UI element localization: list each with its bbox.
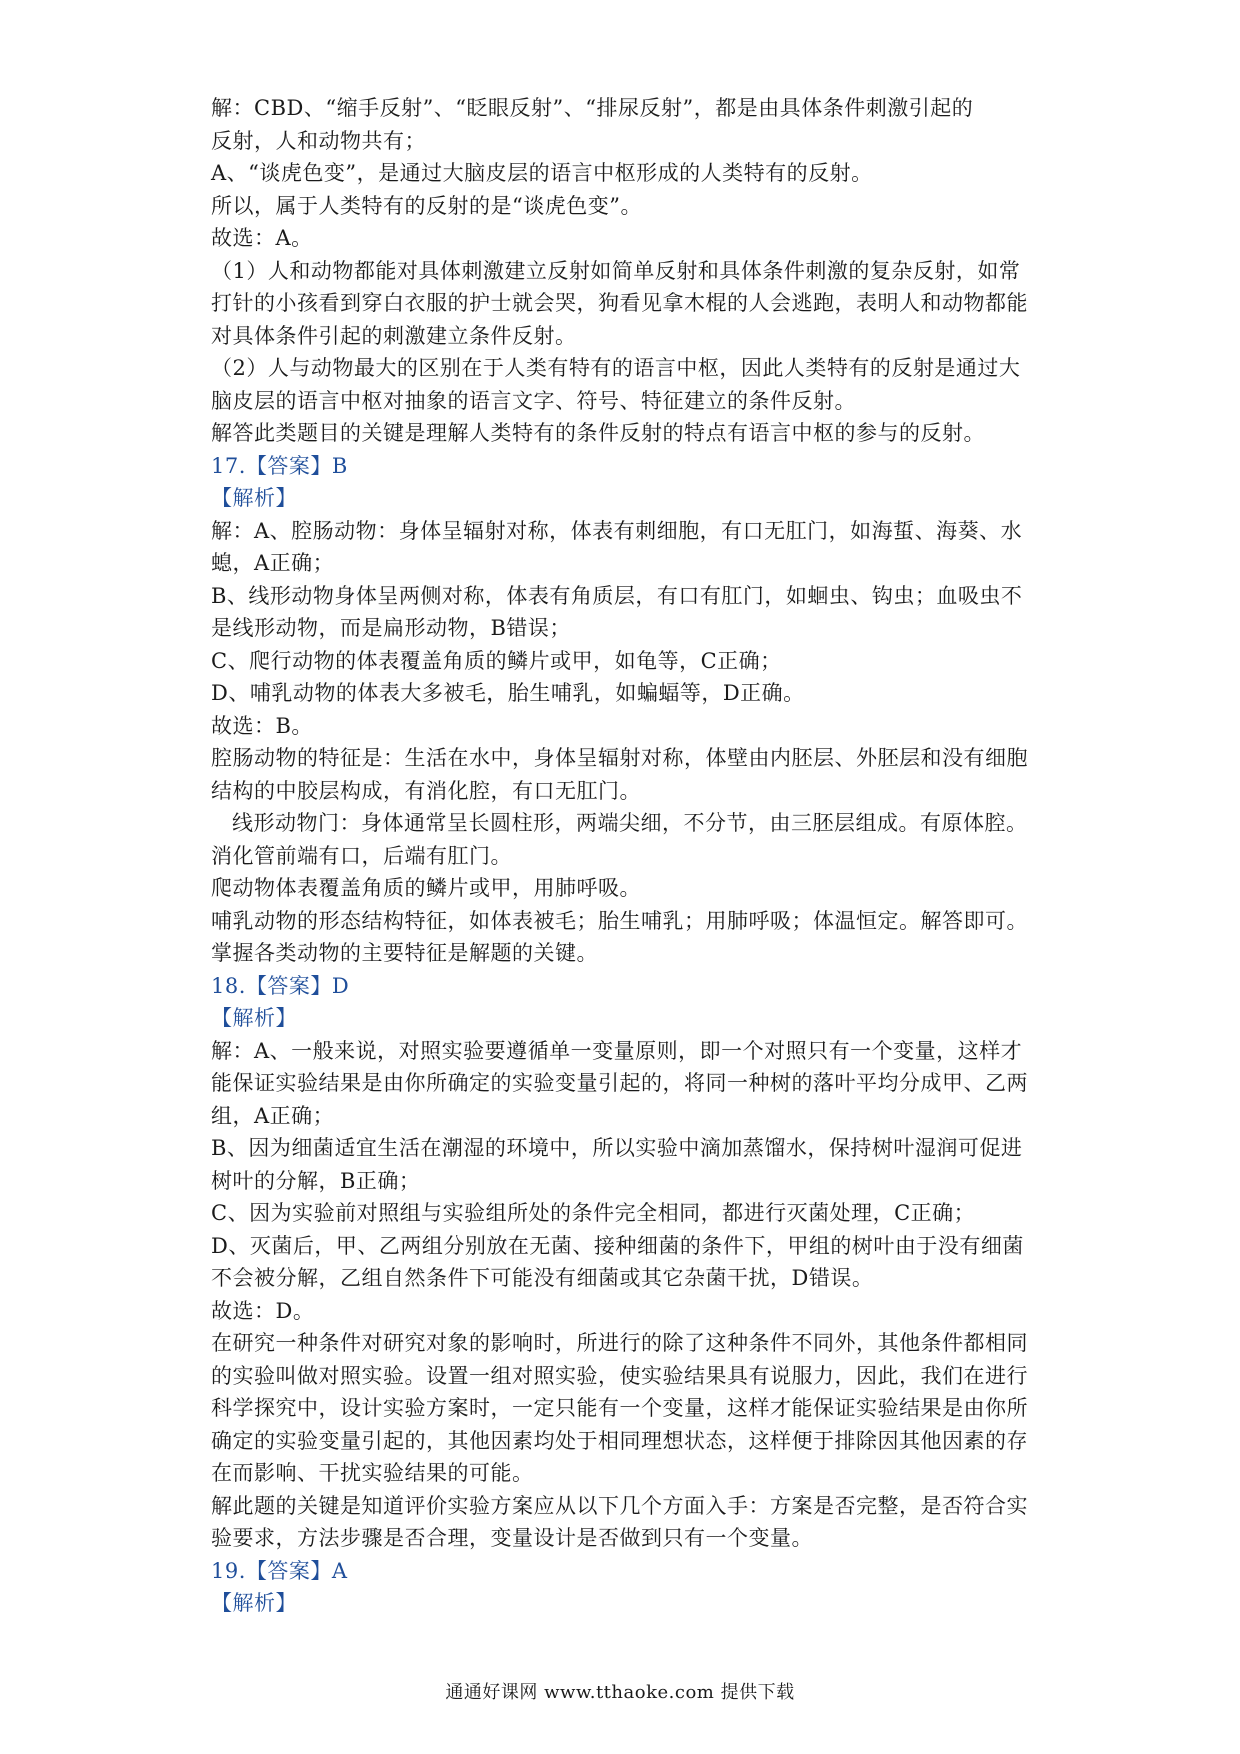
text-line: 结构的中胶层构成，有消化腔，有口无肛门。 xyxy=(211,778,641,803)
text-line: 对具体条件引起的刺激建立条件反射。 xyxy=(211,323,577,348)
text-line: 科学探究中，设计实验方案时，一定只能有一个变量，这样才能保证实验结果是由你所 xyxy=(211,1396,1028,1420)
text-line: D、灭菌后，甲、乙两组分别放在无菌、接种细菌的条件下，甲组的树叶由于没有细菌 xyxy=(211,1233,1024,1258)
text-line: 所以，属于人类特有的反射的是“谈虎色变”。 xyxy=(211,193,642,218)
answer-heading: 【解析】 xyxy=(211,1591,297,1615)
text-line: 树叶的分解，B正确； xyxy=(211,1168,421,1193)
text-line: C、因为实验前对照组与实验组所处的条件完全相同，都进行灭菌处理，C正确； xyxy=(211,1201,976,1225)
text-line: 不会被分解，乙组自然条件下可能没有细菌或其它杂菌干扰，D错误。 xyxy=(211,1266,874,1290)
text-line: 组，A正确； xyxy=(211,1103,335,1128)
text-line: 在研究一种条件对研究对象的影响时，所进行的除了这种条件不同外，其他条件都相同 xyxy=(211,1331,1028,1355)
answer-heading: 18.【答案】D xyxy=(211,973,350,998)
text-line: 解：A、腔肠动物：身体呈辐射对称，体表有刺细胞，有口无肛门，如海蜇、海葵、水 xyxy=(211,518,1023,543)
text-line: 在而影响、干扰实验结果的可能。 xyxy=(211,1461,534,1485)
text-line: 打针的小孩看到穿白衣服的护士就会哭，狗看见拿木棍的人会逃跑，表明人和动物都能 xyxy=(211,291,1028,315)
document-body xyxy=(211,92,1041,1620)
text-line: 故选：A。 xyxy=(211,226,313,250)
text-line: 故选：B。 xyxy=(211,713,313,738)
text-line: D、哺乳动物的体表大多被毛，胎生哺乳，如蝙蝠等，D正确。 xyxy=(211,681,805,705)
text-line: 掌握各类动物的主要特征是解题的关键。 xyxy=(211,941,598,965)
text-line: 解：CBD、“缩手反射”、“眨眼反射”、“排尿反射”，都是由具体条件刺激引起的 xyxy=(211,96,974,120)
answer-heading: 17.【答案】B xyxy=(211,453,348,478)
text-line: C、爬行动物的体表覆盖角质的鳞片或甲，如龟等，C正确； xyxy=(211,648,782,673)
text-line: 线形动物门：身体通常呈长圆柱形，两端尖细，不分节，由三胚层组成。有原体腔。 xyxy=(232,811,1028,835)
page-footer[interactable]: 通通好课网 www.tthaoke.com 提供下载 xyxy=(445,1682,795,1703)
text-line: 脑皮层的语言中枢对抽象的语言文字、符号、特征建立的条件反射。 xyxy=(211,388,856,413)
text-line: 哺乳动物的形态结构特征，如体表被毛；胎生哺乳；用肺呼吸；体温恒定。解答即可。 xyxy=(211,908,1028,933)
text-line: A、“谈虎色变”，是通过大脑皮层的语言中枢形成的人类特有的反射。 xyxy=(211,161,873,185)
text-line: 反射，人和动物共有； xyxy=(211,128,426,153)
answer-heading: 19.【答案】A xyxy=(211,1558,348,1583)
answer-heading: 【解析】 xyxy=(211,1006,297,1030)
text-line: 的实验叫做对照实验。设置一组对照实验，使实验结果具有说服力，因此，我们在进行 xyxy=(211,1363,1028,1388)
text-line: 确定的实验变量引起的，其他因素均处于相同理想状态，这样便于排除因其他因素的存 xyxy=(211,1428,1028,1453)
text-line: 解此题的关键是知道评价实验方案应从以下几个方面入手：方案是否完整，是否符合实 xyxy=(211,1493,1028,1518)
text-line: 故选：D。 xyxy=(211,1298,315,1323)
text-line: 解答此类题目的关键是理解人类特有的条件反射的特点有语言中枢的参与的反射。 xyxy=(211,421,985,445)
text-line: B、因为细菌适宜生活在潮湿的环境中，所以实验中滴加蒸馏水，保持树叶湿润可促进 xyxy=(211,1136,1023,1160)
text-line: 消化管前端有口，后端有肛门。 xyxy=(211,843,512,868)
text-line: 验要求，方法步骤是否合理，变量设计是否做到只有一个变量。 xyxy=(211,1526,813,1550)
text-line: 解：A、一般来说，对照实验要遵循单一变量原则，即一个对照只有一个变量，这样才 xyxy=(211,1038,1023,1063)
text-line: 能保证实验结果是由你所确定的实验变量引起的，将同一种树的落叶平均分成甲、乙两 xyxy=(211,1071,1028,1095)
text-line: 爬动物体表覆盖角质的鳞片或甲，用肺呼吸。 xyxy=(211,876,641,900)
text-line: 腔肠动物的特征是：生活在水中，身体呈辐射对称，体壁由内胚层、外胚层和没有细胞 xyxy=(211,746,1028,770)
text-line: 螅，A正确； xyxy=(211,551,335,575)
text-line: （1）人和动物都能对具体刺激建立反射如简单反射和具体条件刺激的复杂反射，如常 xyxy=(211,258,1021,283)
text-line: 是线形动物，而是扁形动物，B错误； xyxy=(211,616,571,640)
text-line: B、线形动物身体呈两侧对称，体表有角质层，有口有肛门，如蛔虫、钩虫；血吸虫不 xyxy=(211,583,1023,608)
answer-heading: 【解析】 xyxy=(211,486,297,510)
text-line: （2）人与动物最大的区别在于人类有特有的语言中枢，因此人类特有的反射是通过大 xyxy=(211,356,1021,380)
